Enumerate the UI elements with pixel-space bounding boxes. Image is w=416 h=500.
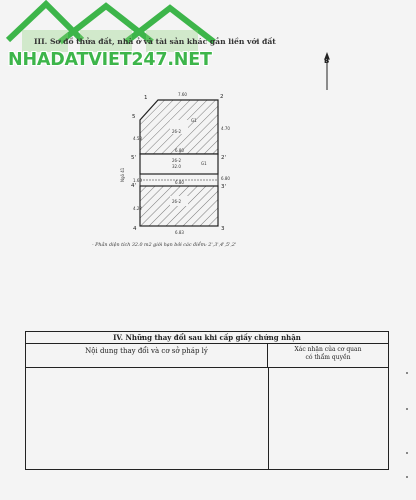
- parcel-code-middle: G1: [201, 161, 207, 166]
- scan-mark: [406, 476, 408, 478]
- point-2: 2: [220, 94, 224, 100]
- section-heading: III. Sơ đồ thửa đất, nhà ở và tài sản khác gắn liền với đất: [34, 37, 276, 46]
- area-label-middle: 26-2: [172, 158, 182, 163]
- scan-mark: [406, 452, 408, 454]
- confirmation-line-2: có thẩm quyền: [305, 354, 351, 361]
- dim-top: 7.60: [178, 92, 187, 97]
- dim-left-gap: 1.60: [133, 178, 142, 183]
- column-header-content: Nội dung thay đổi và cơ sở pháp lý: [26, 344, 268, 367]
- column-header-confirmation: [268, 344, 388, 369]
- point-5: 5: [132, 114, 136, 120]
- dim-left-upper: 4.58: [133, 136, 142, 141]
- parcel-code-upper: G1: [191, 118, 197, 123]
- watermark-text: NHADATVIET247.NET: [8, 50, 212, 70]
- dim-right-gap: 6.80: [221, 176, 230, 181]
- dim-bottom: 6.83: [175, 230, 184, 235]
- area-value: 32.0: [172, 164, 181, 169]
- parcel-diagram: [100, 88, 270, 238]
- changes-title: IV. Những thay đổi sau khi cấp giấy chứng nhận: [26, 332, 388, 344]
- area-caption: - Phần diện tích 32.0 m2 giới hạn bởi các điểm: 2',3',4',5',2': [92, 243, 237, 248]
- confirmation-line-1: Xác nhận của cơ quan: [294, 346, 362, 353]
- scan-mark: [406, 372, 408, 374]
- area-label-lower: 26-2: [172, 199, 182, 204]
- dim-left-lower: 4.22: [133, 206, 142, 211]
- dim-mid-upper: 6.80: [175, 148, 184, 153]
- point-2-prime: 2': [221, 155, 227, 161]
- column-divider: [268, 368, 269, 469]
- column-header-row: [26, 344, 388, 368]
- point-5-prime: 5': [131, 155, 137, 161]
- north-label: B: [324, 57, 330, 65]
- scan-mark: [406, 408, 408, 410]
- point-1: 1: [144, 95, 148, 101]
- area-label-upper: 26-2: [172, 129, 182, 134]
- point-4-prime: 4': [131, 183, 137, 189]
- point-3: 3: [221, 226, 225, 232]
- point-4: 4: [133, 226, 137, 232]
- changes-table: [25, 331, 389, 470]
- dim-mid-lower: 6.80: [175, 180, 184, 185]
- dim-right-upper: 4.70: [221, 126, 230, 131]
- point-3-prime: 3': [221, 184, 227, 190]
- road-label: Ngõ 41: [120, 167, 125, 182]
